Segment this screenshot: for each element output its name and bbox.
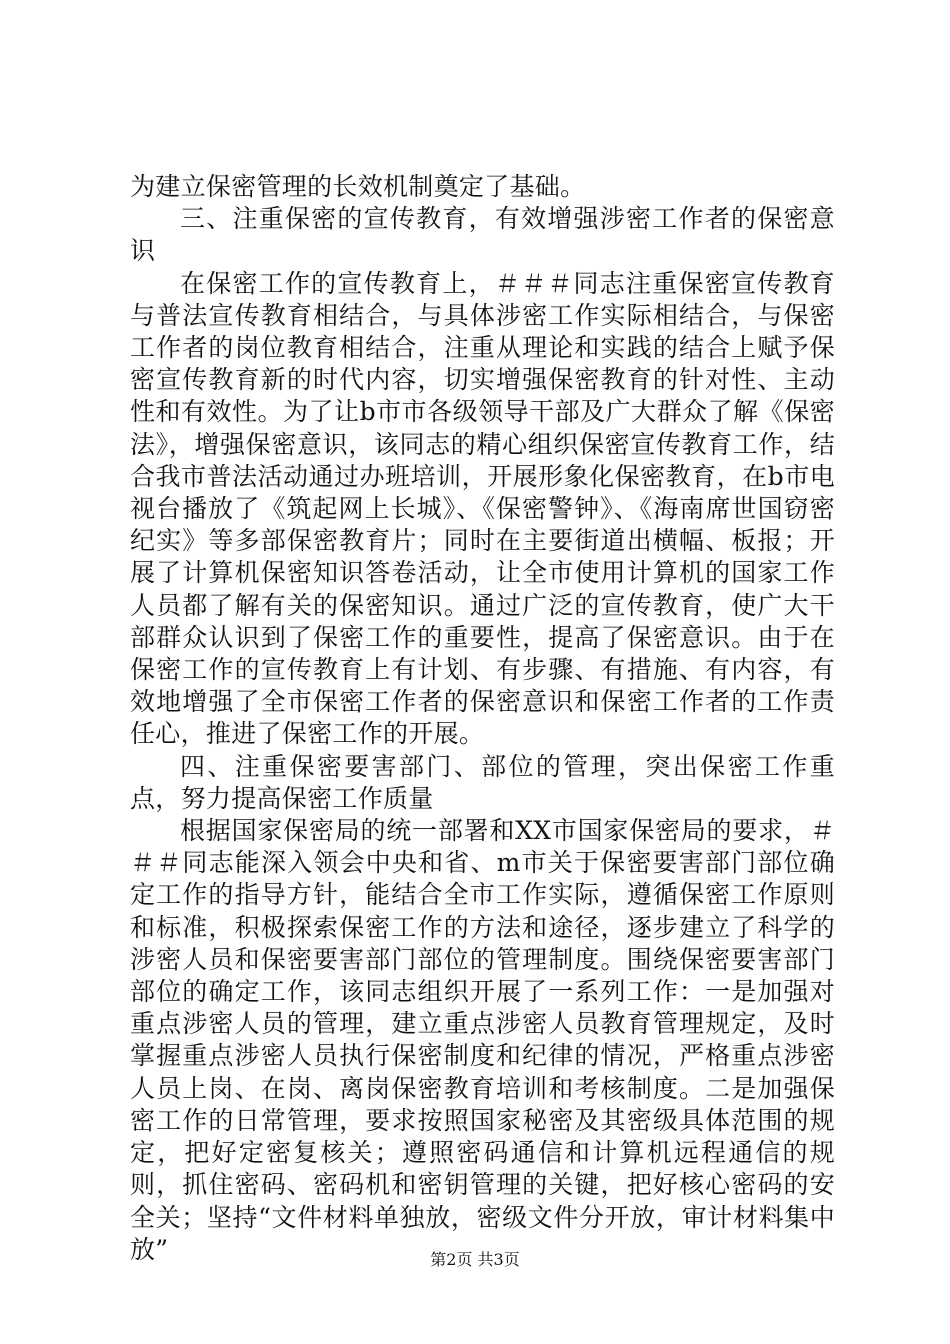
paragraph-continuation: 为建立保密管理的长效机制奠定了基础。 bbox=[130, 172, 586, 201]
document-body bbox=[130, 171, 835, 1266]
page-number-footer: 第2页 共3页 bbox=[430, 1250, 520, 1269]
paragraph-key-departments: 根据国家保密局的统一部署和XX市国家保密局的要求，＃＃＃同志能深入领会中央和省、m市关于保密要害部门部位确定工作的指导方针，能结合全市工作实际，遵循保密工作原则和标准，积极探索保密工作的方法和途径，逐步建立了科学的涉密人员和保密要害部门部位的管理制度。围绕保密要害部门部位的确定工作，该同志组织开展了一系列工作：一是加强对重点涉密人员的管理，建立重点涉密人员教育管理规定，及时掌握重点涉密人员执行保密制度和纪律的情况，严格重点涉密人员上岗、在岗、离岗保密教育培训和考核制度。二是加强保密工作的日常管理，要求按照国家秘密及其密级具体范围的规定，把好定密复核关；遵照密码通信和计算机远程通信的规则，抓住密码、密码机和密钥管理的关键，把好核心密码的安全关；坚持“文件材料单独放，密级文件分开放，审计材料集中放” bbox=[130, 816, 835, 1264]
section-heading-4: 四、注重保密要害部门、部位的管理，突出保密工作重点，努力提高保密工作质量 bbox=[130, 751, 835, 813]
section-heading-3: 三、注重保密的宣传教育，有效增强涉密工作者的保密意识 bbox=[130, 204, 835, 266]
paragraph-publicity-education: 在保密工作的宣传教育上，＃＃＃同志注重保密宣传教育与普法宣传教育相结合，与具体涉密工作实际相结合，与保密工作者的岗位教育相结合，注重从理论和实践的结合上赋予保密宣传教育新的时代内容，切实增强保密教育的针对性、主动性和有效性。为了让b市市各级领导干部及广大群众了解《保密法》，增强保密意识，该同志的精心组织保密宣传教育工作，结合我市普法活动通过办班培训，开展形象化保密教育，在b市电视台播放了《筑起网上长城》、《保密警钟》、《海南席世国窃密纪实》等多部保密教育片；同时在主要街道出横幅、板报；开展了计算机保密知识答卷活动，让全市使用计算机的国家工作人员都了解有关的保密知识。通过广泛的宣传教育，使广大干部群众认识到了保密工作的重要性，提高了保密意识。由于在保密工作的宣传教育上有计划、有步骤、有措施、有内容，有效地增强了全市保密工作者的保密意识和保密工作者的工作责任心，推进了保密工作的开展。 bbox=[130, 268, 835, 749]
